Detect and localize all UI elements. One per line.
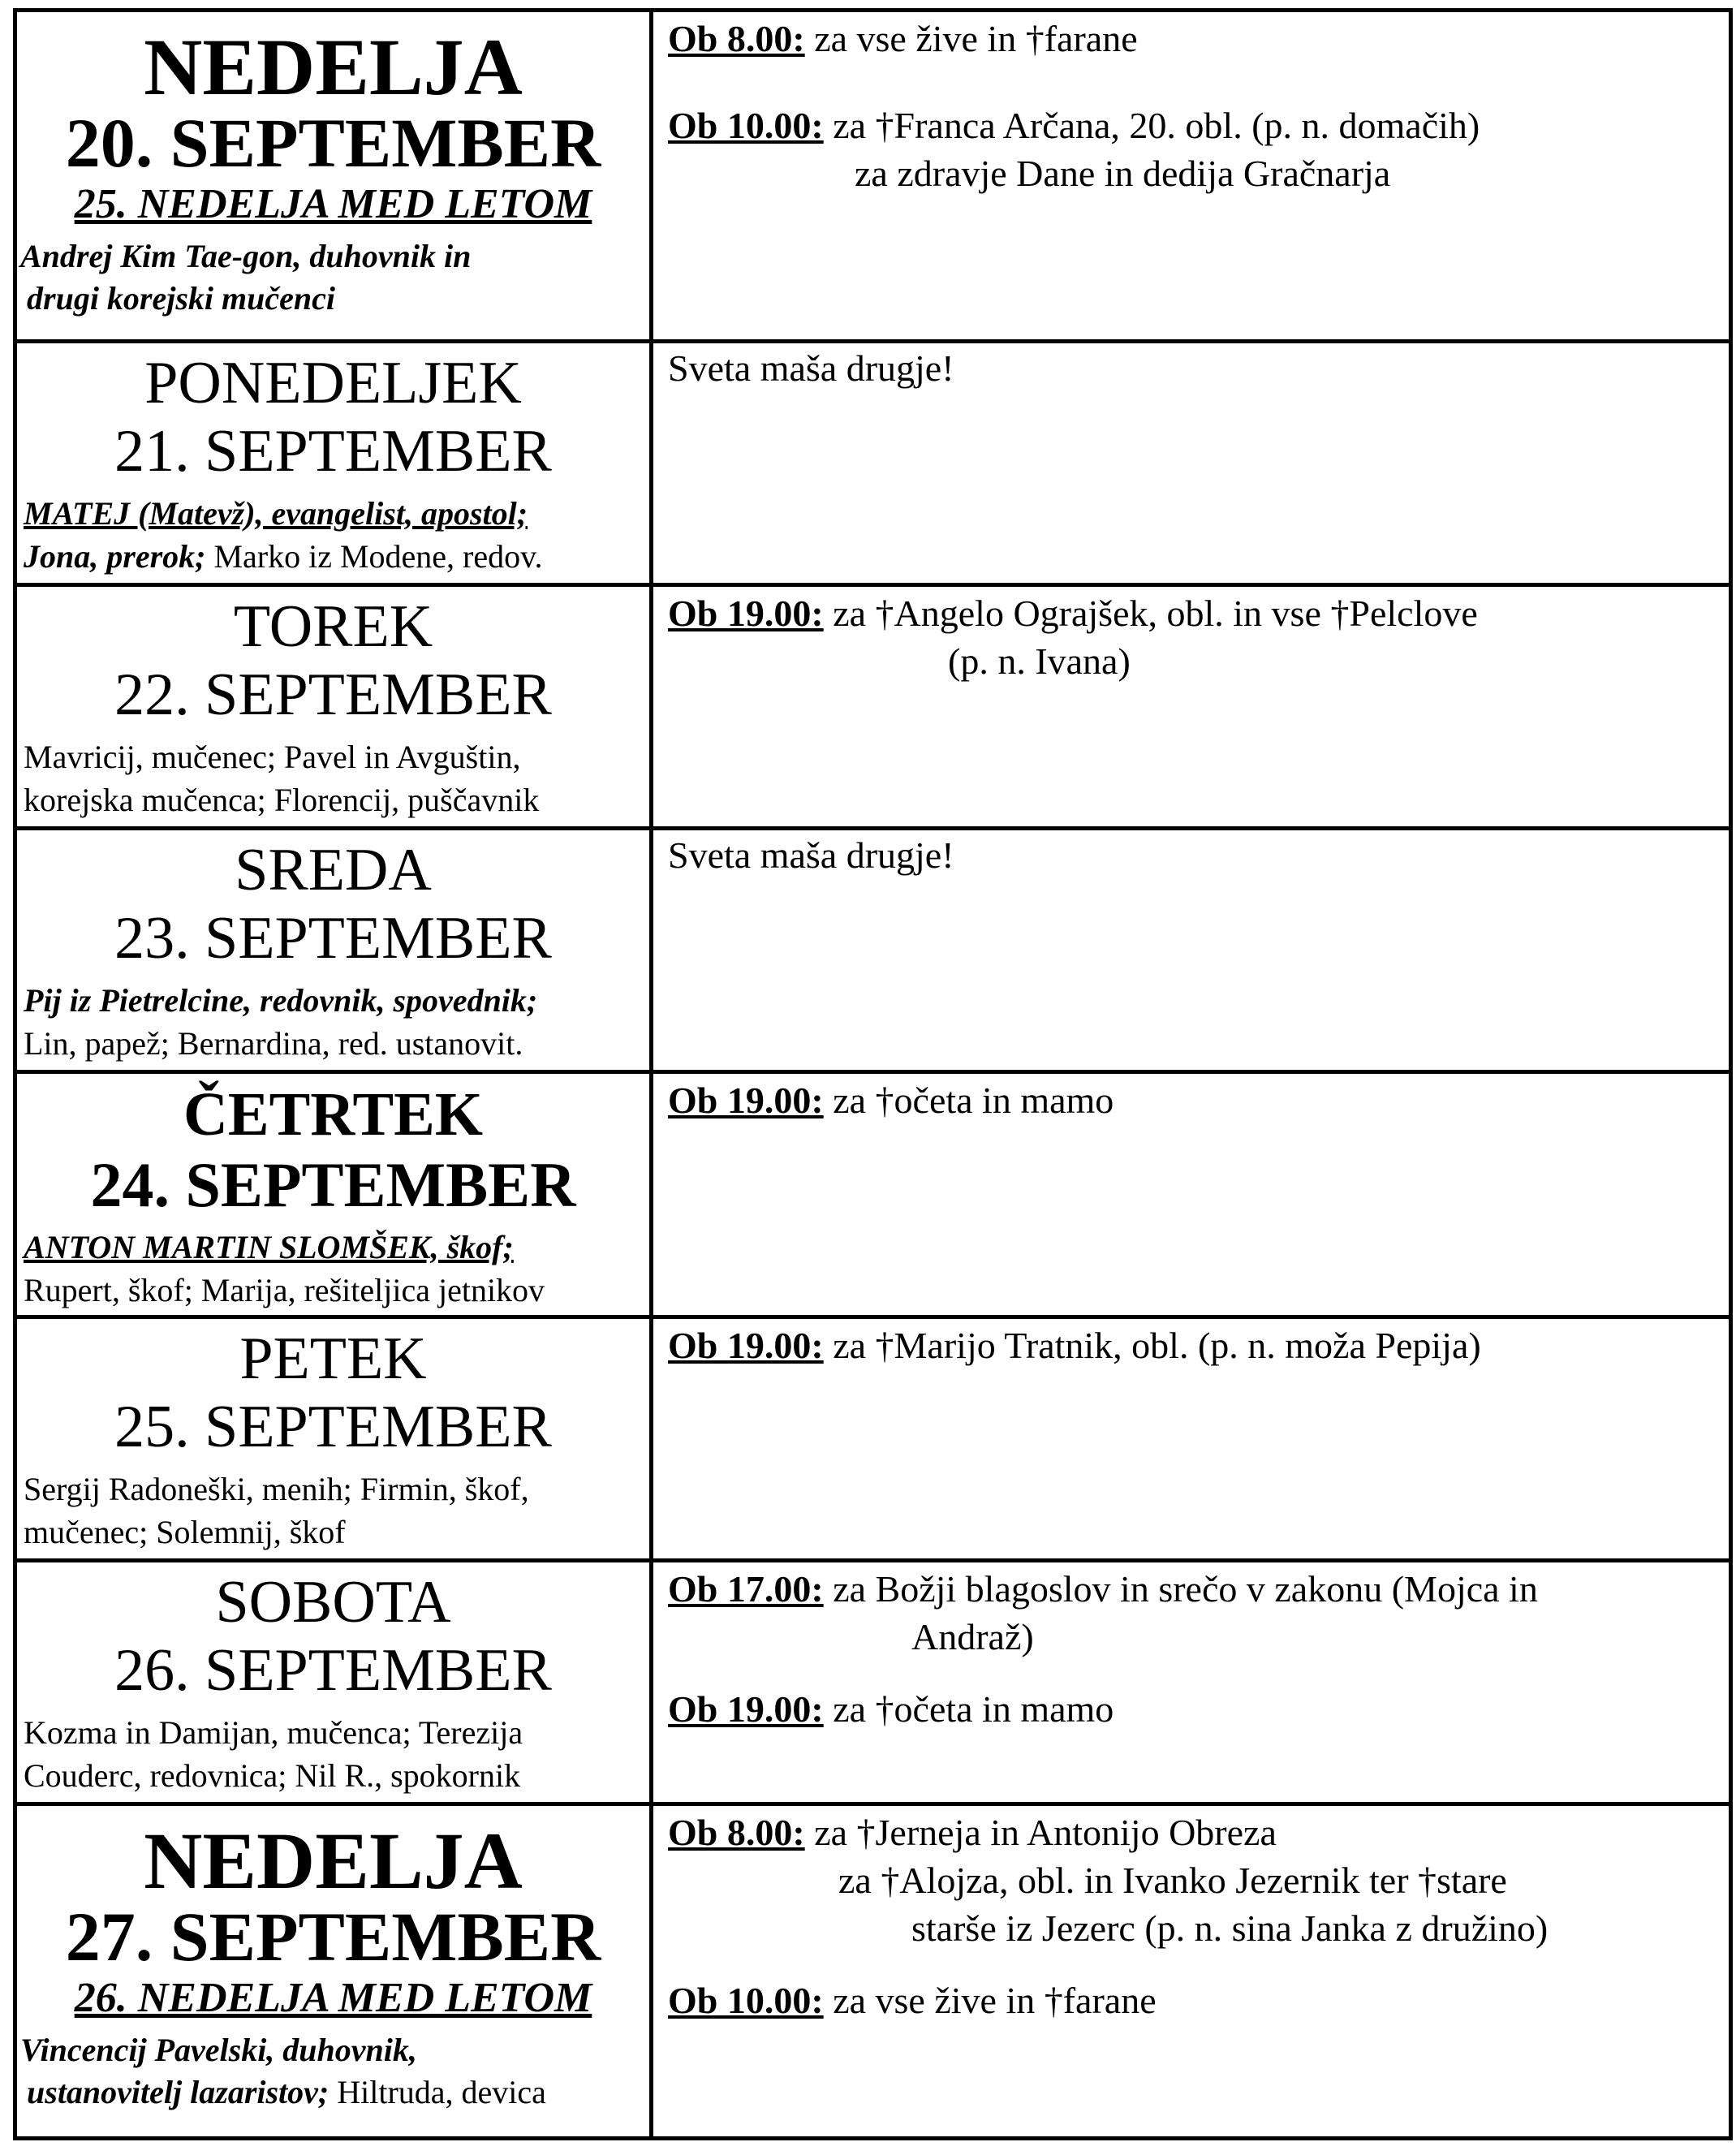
saints-text: Mavricij, mučenec; Pavel in Avguštin, <box>24 739 521 775</box>
mass-intention: za †Alojza, obl. in Ivanko Jezernik ter †stare <box>838 1859 1507 1901</box>
day-name: PONEDELJEK <box>144 350 522 416</box>
saints-of-day <box>17 968 649 1066</box>
day-name: NEDELJA <box>144 1816 523 1906</box>
mass-cell <box>652 1072 1731 1317</box>
mass-entry <box>668 15 1729 63</box>
saints-of-day <box>17 481 649 579</box>
day-name: TOREK <box>233 593 433 660</box>
day-date: 21. SEPTEMBER <box>114 418 552 485</box>
day-date: 23. SEPTEMBER <box>114 905 552 972</box>
day-row <box>15 342 1731 585</box>
mass-entry <box>668 1977 1729 2025</box>
mass-time: Ob 17.00: <box>668 1568 824 1610</box>
day-row <box>15 11 1731 342</box>
saints-of-day <box>17 725 649 822</box>
saints-of-day <box>17 1457 649 1554</box>
mass-intention: za †Angelo Ograjšek, obl. in vse †Pelclove <box>833 593 1478 634</box>
day-cell <box>15 585 652 829</box>
mass-intention: za zdravje Dane in dedija Gračnarja <box>855 152 1391 194</box>
mass-entry <box>668 1686 1729 1734</box>
mass-intention: za Božji blagoslov in srečo v zakonu (Mojca in <box>833 1568 1538 1610</box>
mass-cell <box>652 1561 1731 1804</box>
mass-time: Ob 8.00: <box>668 18 805 59</box>
mass-intention: za †očeta in mamo <box>833 1080 1114 1121</box>
day-cell <box>15 1317 652 1561</box>
mass-cell <box>652 11 1731 342</box>
mass-intention: za †Jerneja in Antonijo Obreza <box>814 1812 1277 1853</box>
mass-note: Sveta maša drugje! <box>668 834 954 876</box>
day-cell <box>15 1561 652 1804</box>
mass-note: Sveta maša drugje! <box>668 347 954 389</box>
day-cell <box>15 829 652 1072</box>
day-row <box>15 1561 1731 1804</box>
mass-entry <box>668 590 1729 686</box>
day-cell <box>15 11 652 342</box>
saints-text: ANTON MARTIN SLOMŠEK, škof; <box>24 1229 514 1265</box>
saints-text: Sergij Radoneški, menih; Firmin, škof, <box>24 1471 529 1507</box>
saints-text: MATEJ (Matevž), evangelist, apostol; <box>24 495 528 532</box>
saints-text: Couderc, redovnica; Nil R., spokornik <box>24 1756 521 1794</box>
saints-text: drugi korejski mučenci <box>27 279 336 317</box>
saints-text: Vincencij Pavelski, duhovnik, <box>20 2031 417 2068</box>
day-row <box>15 585 1731 829</box>
mass-intention: Andraž) <box>911 1615 1034 1657</box>
mass-intention: za †Marijo Tratnik, obl. (p. n. moža Pepija) <box>833 1325 1481 1366</box>
saints-text: ustanovitelj lazaristov; <box>27 2073 330 2110</box>
mass-time: Ob 19.00: <box>668 1687 824 1730</box>
mass-intention: za †očeta in mamo <box>833 1687 1114 1730</box>
saints-text: Andrej Kim Tae-gon, duhovnik in <box>20 237 472 274</box>
mass-cell <box>652 585 1731 829</box>
saints-text: Kozma in Damijan, mučenca; Terezija <box>24 1714 523 1751</box>
saints-text: Pij iz Pietrelcine, redovnik, spovednik; <box>24 982 538 1019</box>
saints-of-day <box>17 1700 649 1798</box>
saints-of-day <box>17 1217 649 1312</box>
day-name: ČETRTEK <box>183 1080 483 1149</box>
saints-of-day <box>17 227 649 320</box>
day-date: 22. SEPTEMBER <box>114 662 552 728</box>
saints-text: mučenec; Solemnij, škof <box>24 1513 346 1550</box>
day-row <box>15 1804 1731 2139</box>
mass-entry <box>668 1566 1729 1662</box>
day-row <box>15 829 1731 1072</box>
mass-entry <box>668 1322 1729 1370</box>
day-cell <box>15 1072 652 1317</box>
mass-time: Ob 8.00: <box>668 1812 805 1853</box>
saints-text: Marko iz Modene, redov. <box>205 537 543 575</box>
mass-cell <box>652 829 1731 1072</box>
mass-schedule-table <box>13 8 1733 2140</box>
sunday-title: 25. NEDELJA MED LETOM <box>74 181 592 227</box>
mass-intention: za vse žive in †farane <box>814 18 1138 59</box>
mass-intention: starše iz Jezerc (p. n. sina Janka z družino) <box>911 1907 1549 1949</box>
mass-entry <box>668 1809 1729 1953</box>
mass-entry <box>668 102 1729 198</box>
mass-time: Ob 19.00: <box>668 1080 824 1121</box>
day-date: 25. SEPTEMBER <box>114 1394 552 1460</box>
day-name: NEDELJA <box>144 22 523 112</box>
mass-time: Ob 19.00: <box>668 1325 824 1366</box>
day-name: SOBOTA <box>215 1569 451 1636</box>
day-row <box>15 1072 1731 1317</box>
saints-of-day <box>17 2021 649 2114</box>
mass-cell <box>652 342 1731 585</box>
day-date: 26. SEPTEMBER <box>114 1637 552 1704</box>
mass-cell <box>652 1804 1731 2139</box>
saints-text: Jona, prerok; <box>24 537 206 575</box>
day-name: PETEK <box>239 1325 427 1392</box>
day-date: 24. SEPTEMBER <box>90 1149 576 1220</box>
day-row <box>15 1317 1731 1561</box>
mass-intention: (p. n. Ivana) <box>948 640 1131 682</box>
mass-entry <box>668 1077 1729 1125</box>
day-name: SREDA <box>235 837 432 903</box>
saints-text: korejska mučenca; Florencij, puščavnik <box>24 781 540 818</box>
saints-text: Rupert, škof; Marija, rešiteljica jetnikov <box>24 1271 545 1308</box>
day-cell <box>15 342 652 585</box>
day-date: 20. SEPTEMBER <box>65 104 601 182</box>
day-date: 27. SEPTEMBER <box>65 1898 601 1976</box>
sunday-title: 26. NEDELJA MED LETOM <box>74 1975 592 2021</box>
mass-intention: za †Franca Arčana, 20. obl. (p. n. domačih) <box>833 104 1480 146</box>
saints-text: Lin, papež; Bernardina, red. ustanovit. <box>24 1024 523 1062</box>
mass-time: Ob 10.00: <box>668 1979 824 2021</box>
saints-text: Hiltruda, devica <box>329 2073 546 2110</box>
mass-intention: za vse žive in †farane <box>833 1979 1157 2021</box>
day-cell <box>15 1804 652 2139</box>
mass-cell <box>652 1317 1731 1561</box>
mass-time: Ob 10.00: <box>668 104 824 146</box>
mass-time: Ob 19.00: <box>668 593 824 634</box>
